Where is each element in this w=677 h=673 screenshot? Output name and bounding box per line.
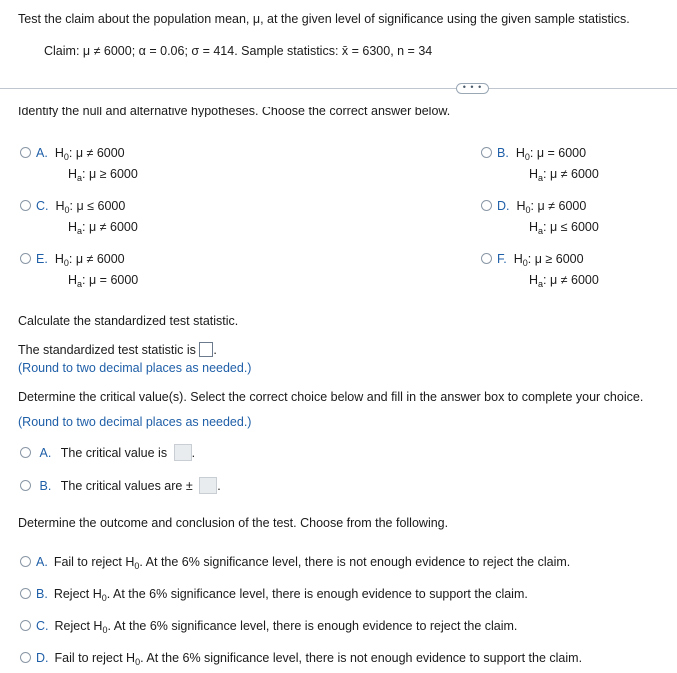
option-letter: C.: [36, 199, 49, 213]
ha-statement: μ ≥ 6000: [89, 167, 138, 181]
hypothesis-option-b[interactable]: [481, 143, 661, 187]
ha-statement: μ ≠ 6000: [550, 273, 599, 287]
instruction-text: Test the claim about the population mean, μ, at the given level of significance using the given sample statistics.: [18, 12, 630, 26]
option-letter: F.: [497, 252, 507, 266]
hypothesis-option-a[interactable]: [20, 143, 200, 187]
ha-statement: μ = 6000: [89, 273, 139, 287]
hypothesis-option-c[interactable]: [20, 196, 200, 240]
option-letter: A.: [36, 146, 48, 160]
outcome-action: Reject $H_0$: [54, 619, 108, 635]
h0-statement: μ ≥ 6000: [534, 252, 584, 266]
radio-button[interactable]: [20, 588, 31, 599]
option-letter: B.: [36, 587, 48, 601]
option-letter: D.: [497, 199, 510, 213]
h0-statement: μ ≤ 6000: [76, 199, 126, 213]
ha-statement: μ ≠ 6000: [550, 167, 599, 181]
radio-button[interactable]: [20, 253, 31, 264]
critical-values-input[interactable]: [199, 477, 217, 494]
outcome-action: Reject $H_0$: [53, 587, 107, 603]
outcome-text: . At the 6% significance level, there is not enough evidence to support the claim.: [140, 651, 583, 665]
critical-prompt: Determine the critical value(s). Select the correct choice below and fill in the answer box to complete your choice.: [18, 390, 644, 404]
radio-button[interactable]: [481, 253, 492, 264]
outcome-text: . At the 6% significance level, there is enough evidence to support the claim.: [106, 587, 528, 601]
h0-statement: μ ≠ 6000: [537, 199, 587, 213]
ha-label: $H_a$:: [529, 220, 550, 236]
outcome-option-d[interactable]: [20, 651, 582, 667]
radio-button[interactable]: [20, 447, 31, 458]
outcome-action: Fail to reject $H_0$: [54, 651, 141, 667]
radio-button[interactable]: [20, 620, 31, 631]
option-letter: B.: [497, 146, 509, 160]
critical-option-a[interactable]: [20, 444, 195, 461]
period: .: [217, 479, 221, 493]
option-letter: C.: [36, 619, 49, 633]
radio-button[interactable]: [481, 147, 492, 158]
period: .: [191, 446, 196, 460]
hypothesis-option-d[interactable]: [481, 196, 661, 240]
ha-statement: μ ≠ 6000: [89, 220, 138, 234]
hypotheses-prompt: Identify the null and alternative hypotheses. Choose the correct answer below.: [18, 107, 451, 117]
ha-label: $H_a$:: [529, 273, 550, 289]
h0-label: $H_0$:: [54, 252, 76, 268]
test-stat-round-note: (Round to two decimal places as needed.): [18, 361, 252, 375]
test-stat-prompt: Calculate the standardized test statistic.: [18, 314, 239, 328]
radio-button[interactable]: [20, 556, 31, 567]
h0-label: $H_0$:: [54, 146, 76, 162]
hypothesis-option-f[interactable]: [481, 249, 661, 293]
radio-button[interactable]: [20, 147, 31, 158]
outcome-option-c[interactable]: [20, 619, 517, 635]
test-stat-line: [18, 342, 217, 357]
outcome-prompt: Determine the outcome and conclusion of the test. Choose from the following.: [18, 516, 449, 530]
option-letter: D.: [36, 651, 49, 665]
divider: [0, 88, 677, 89]
h0-label: $H_0$:: [55, 199, 77, 215]
h0-label: $H_0$:: [515, 146, 537, 162]
h0-statement: μ = 6000: [536, 146, 587, 160]
radio-button[interactable]: [20, 652, 31, 663]
outcome-option-a[interactable]: [20, 555, 570, 571]
h0-label: $H_0$:: [513, 252, 535, 268]
ha-label: $H_a$:: [68, 167, 89, 183]
h0-statement: μ ≠ 6000: [75, 252, 125, 266]
ha-label: $H_a$:: [68, 220, 89, 236]
radio-button[interactable]: [20, 200, 31, 211]
option-text: The critical values are ±: [60, 479, 193, 493]
critical-value-input[interactable]: [174, 444, 192, 461]
h0-label: $H_0$:: [516, 199, 538, 215]
test-stat-label: The standardized test statistic is: [18, 343, 196, 357]
ha-label: $H_a$:: [529, 167, 550, 183]
outcome-text: . At the 6% significance level, there is not enough evidence to reject the claim.: [139, 555, 571, 569]
ha-statement: μ ≤ 6000: [550, 220, 599, 234]
option-letter: B.: [39, 479, 52, 493]
option-text: The critical value is: [60, 446, 168, 460]
radio-button[interactable]: [481, 200, 492, 211]
outcome-action: Fail to reject $H_0$: [53, 555, 140, 571]
h0-statement: μ ≠ 6000: [75, 146, 125, 160]
claim-text: Claim: μ ≠ 6000; α = 0.06; σ = 414. Sample statistics: x̄ = 6300, n = 34: [44, 44, 433, 58]
test-stat-input[interactable]: [199, 342, 213, 357]
more-button[interactable]: • • •: [456, 83, 489, 94]
option-letter: E.: [36, 252, 48, 266]
radio-button[interactable]: [20, 480, 31, 491]
option-letter: A.: [36, 555, 48, 569]
outcome-text: . At the 6% significance level, there is enough evidence to reject the claim.: [107, 619, 518, 633]
period: .: [213, 343, 217, 357]
option-letter: A.: [39, 446, 52, 460]
hypothesis-option-e[interactable]: [20, 249, 200, 293]
ha-label: $H_a$:: [68, 273, 89, 289]
outcome-option-b[interactable]: [20, 587, 528, 603]
critical-round-note: (Round to two decimal places as needed.): [18, 415, 252, 429]
critical-option-b[interactable]: [20, 477, 221, 494]
